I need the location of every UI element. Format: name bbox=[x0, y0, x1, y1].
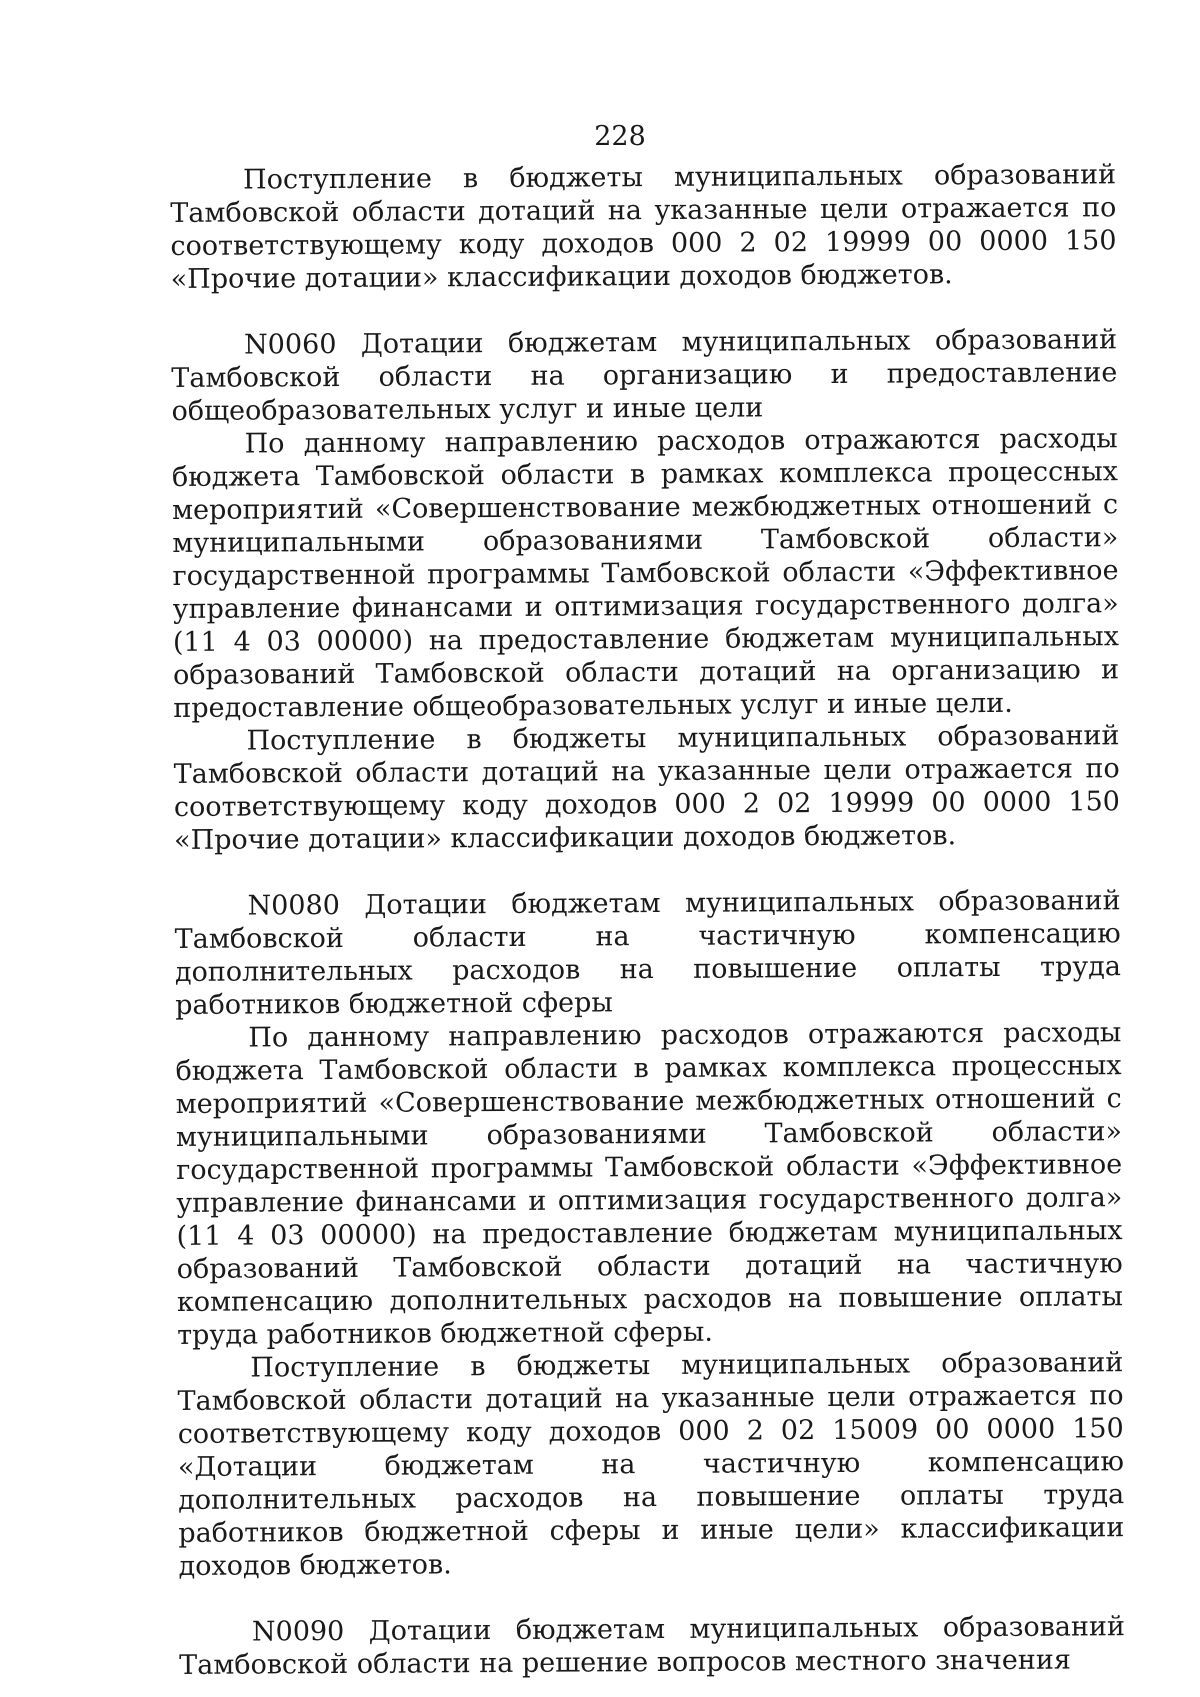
paragraph-revenue-note-1: Поступление в бюджеты муниципальных образований Тамбовской области дотаций на указанные цели отражается по соответствующему коду доходов 000 2 02 19999 00 0000 150 «Прочие дотации» классификации доходов бюджетов. bbox=[170, 159, 1117, 295]
section-heading-n0080: N0080 Дотации бюджетам муниципальных образований Тамбовской области на частичную компенсацию дополнительных расходов на повышение оплаты труда работников бюджетной сферы bbox=[174, 885, 1122, 1021]
paragraph-revenue-note-2: Поступление в бюджеты муниципальных образований Тамбовской области дотаций на указанные цели отражается по соответствующему коду доходов 000 2 02 19999 00 0000 150 «Прочие дотации» классификации доходов бюджетов. bbox=[173, 720, 1121, 856]
paragraph-n0080-description: По данному направлению расходов отражаются расходы бюджета Тамбовской области в рамках комплекса процессных мероприятий «Совершенствование межбюджетных отношений с муниципальными образованиями Тамбовской области» государственной программы Тамбовской области «Эффективное управление финансами и оптимизация государственного долга» (11 4 03 00000) на предоставление бюджетам муниципальных образований Тамбовской области дотаций на частичную компенсацию дополнительных расходов на повышение оплаты труда работников бюджетной сферы. bbox=[175, 1017, 1124, 1351]
paragraph-revenue-note-3: Поступление в бюджеты муниципальных образований Тамбовской области дотаций на указанные цели отражается по соответствующему коду доходов 000 2 02 15009 00 0000 150 «Дотации бюджетам на частичную компенсацию дополнительных расходов на повышение оплаты труда работников бюджетной сферы и иные цели» классификации доходов бюджетов. bbox=[177, 1347, 1125, 1582]
section-heading-n0090: N0090 Дотации бюджетам муниципальных образований Тамбовской области на решение вопросов местного значения bbox=[179, 1611, 1126, 1681]
section-heading-n0060: N0060 Дотации бюджетам муниципальных образований Тамбовской области на организацию и предоставление общеобразовательных услуг и иные цели bbox=[171, 324, 1118, 427]
page-number: 228 bbox=[594, 121, 646, 152]
document-body bbox=[170, 158, 1125, 1682]
paragraph-n0060-description: По данному направлению расходов отражаются расходы бюджета Тамбовской области в рамках комплекса процессных мероприятий «Совершенствование межбюджетных отношений с муниципальными образованиями Тамбовской области» государственной программы Тамбовской области «Эффективное управление финансами и оптимизация государственного долга» (11 4 03 00000) на предоставление бюджетам муниципальных образований Тамбовской области дотаций на организацию и предоставление общеобразовательных услуг и иные цели. bbox=[171, 423, 1120, 724]
